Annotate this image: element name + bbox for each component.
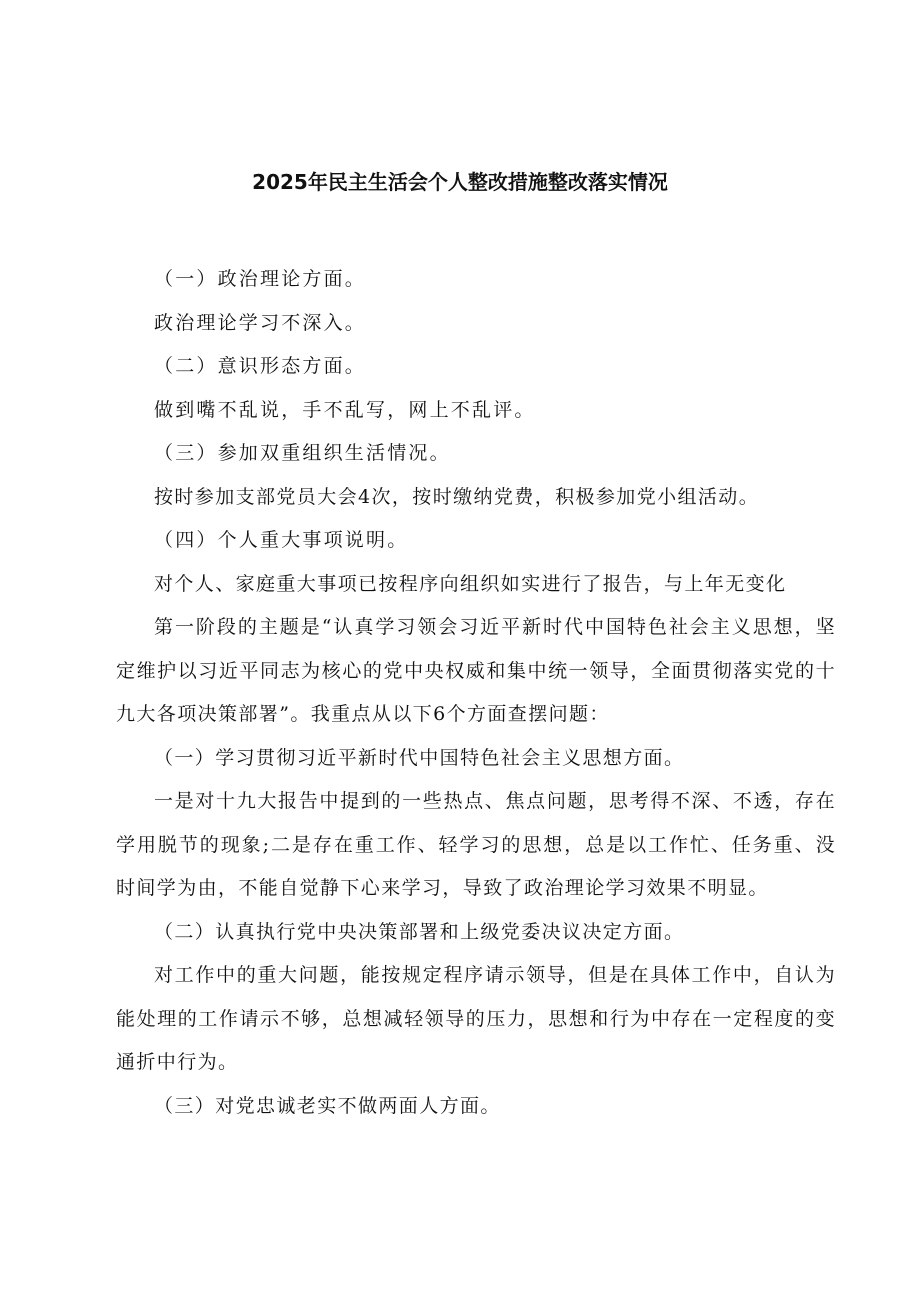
paragraph: 对个人、家庭重大事项已按程序向组织如实进行了报告，与上年无变化 (154, 572, 787, 595)
section-heading-loyalty: （三）对党忠诚老实不做两面人方面。 (154, 1094, 501, 1117)
section-heading-personal-matters: （四）个人重大事项说明。 (154, 529, 409, 551)
section-heading-political-theory: （一）政治理论方面。 (154, 268, 367, 290)
section-heading-organization-life: （三）参加双重组织生活情况。 (154, 442, 451, 464)
document-body (116, 258, 836, 1128)
paragraph: 一是对十九大报告中提到的一些热点、焦点问题，思考得不深、不透，存在学用脱节的现象;二是存在重工作、轻学习的思想，总是以工作忙、任务重、没时间学为由，不能自觉静下心来学习，导致了政治理论学习效果不明显。 (116, 790, 836, 899)
section-heading-implement-decisions: （二）认真执行党中央决策部署和上级党委决议决定方面。 (154, 920, 685, 943)
paragraph: 第一阶段的主题是“认真学习领会习近平新时代中国特色社会主义思想，坚定维护以习近平同志为核心的党中央权威和集中统一领导，全面贯彻落实党的十九大各项决策部署”。我重点从以下6个方面查摆问题： (116, 616, 836, 725)
document-title: 2025年民主生活会个人整改措施整改落实情况 (252, 170, 668, 194)
section-heading-ideology: （二）意识形态方面。 (154, 355, 367, 377)
paragraph: 按时参加支部党员大会4次，按时缴纳党费，积极参加党小组活动。 (154, 485, 760, 508)
paragraph: 做到嘴不乱说，手不乱写，网上不乱评。 (154, 398, 536, 421)
section-heading-study-thought: （一）学习贯彻习近平新时代中国特色社会主义思想方面。 (154, 746, 685, 769)
paragraph: 政治理论学习不深入。 (154, 311, 367, 334)
paragraph: 对工作中的重大问题，能按规定程序请示领导，但是在具体工作中，自认为能处理的工作请示不够，总想减轻领导的压力，思想和行为中存在一定程度的变通折中行为。 (116, 964, 836, 1073)
